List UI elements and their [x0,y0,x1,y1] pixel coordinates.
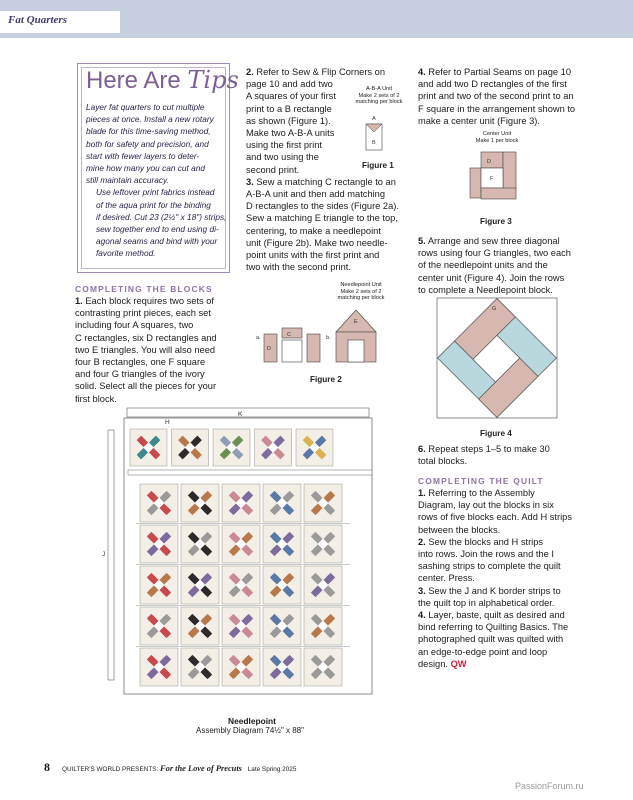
quilt-block [222,607,260,645]
tips-p2-line: agonal seams and bind with your [96,236,218,247]
figure-1-label: Figure 1 [362,161,394,170]
quilt-3-number: 3. [418,585,426,596]
step-2-number: 2. [246,67,254,77]
figure-3-make-label: Make 1 per block [475,137,519,144]
step-4-paragraph [418,66,586,127]
step-3-line: 3. Sew a matching C rectangle to an [246,176,396,187]
figure-2-unit-label: Needlepoint Unit [340,282,382,288]
figure-2b-label: b. [326,335,331,341]
step-3-line: unit (Figure 2b). Make two needle- [246,237,388,248]
tips-p2-line: sew together end to end using di- [96,224,219,235]
figure-2-diagram [256,306,376,370]
step-2-line: print to a B rectangle [246,103,332,114]
quilt-block [140,484,178,522]
figure-4-g-label: G [492,306,497,312]
step-1-number: 1. [75,296,83,306]
footer-magazine: QUILTER'S WORLD PRESENTS: [62,766,159,773]
quilt-1-line: between the blocks. [418,524,501,535]
label-h: H [165,419,170,426]
tips-p1-line: both for safety and precision, and [86,138,209,149]
figure-3-top-d [481,152,503,168]
completing-blocks-heading: COMPLETING THE BLOCKS [75,284,213,294]
figure-2-make-label: Make 2 sets of 2 [340,288,382,295]
step-2-line: A squares of your first [246,91,336,102]
figure-3-unit-label: Center Unit [482,131,512,137]
quilt-2-number: 2. [418,536,426,547]
quilt-2-line: center. Press. [418,573,475,584]
quilt-block [304,484,342,522]
step-1-line: four B rectangles, one F square [75,357,206,368]
step-1-line: C rectangles, six D rectangles and [75,332,217,343]
figure-1-unit-label: A-B-A Unit [365,86,393,92]
footer-title: For the Love of Precuts [160,764,242,773]
step-1-paragraph [75,295,235,405]
sashing-i [128,470,372,475]
quilt-block [130,429,167,466]
step-1-line: 1. Each block requires two sets of [75,296,215,306]
step-5-paragraph [418,235,586,296]
tips-title-cursive: Tips [187,66,239,94]
quilt-4-line: photographed quilt was quilted with [418,634,564,645]
step-1-line: first block. [75,393,117,404]
quilt-block [263,648,301,686]
tips-p1-line: blade for this time-saving method, [86,126,211,137]
quilt-block [304,566,342,604]
figure-1-a-label: A [372,116,376,122]
figure-2-match-label: matching per block [337,295,385,302]
tips-paragraph-1 [86,101,228,186]
quilt-4-line: an edge-to-edge point and loop [418,646,548,657]
step-4-line: 4. Refer to Partial Seams on page 10 [418,67,571,77]
quilt-step-1 [418,487,586,536]
tips-paragraph-2 [86,186,228,259]
figure-2a-c-label: C [287,332,291,338]
step-5-line: to complete a Needlepoint block. [418,284,553,295]
quilt-2-line: 2. Sew the blocks and H strips [418,536,544,547]
footer-credit [62,764,296,773]
step-2-line: using the first print [246,140,322,151]
figure-3-d-label: D [487,159,491,165]
quilt-block [263,566,301,604]
figure-3-caption [465,131,529,144]
step-6-text [418,443,586,467]
quilt-step-3 [418,585,586,609]
step-3-paragraph [246,176,411,274]
figure-4-diagram [437,298,557,418]
step-1-line: solid. Select all the pieces for your [75,381,217,392]
quilt-block [222,648,260,686]
quilt-block [263,607,301,645]
quilt-block [213,429,250,466]
watermark: PassionForum.ru [515,781,584,791]
section-title: Fat Quarters [8,14,67,26]
quilt-block [304,607,342,645]
tips-body [86,101,228,260]
quilt-1-line: rows of five blocks each. Add H strips [418,512,572,523]
figure-1-diagram [362,114,396,156]
step-4-line: and add two D rectangles of the first [418,79,567,90]
quilt-4-line: bind referring to Quilting Basics. The [418,622,569,633]
quilt-step-4 [418,609,586,658]
step-6-line: total blocks. [418,456,468,467]
completing-quilt-heading: COMPLETING THE QUILT [418,476,544,486]
quilt-3-line: 3. Sew the J and K border strips to [418,585,561,596]
figure-2-label: Figure 2 [310,375,342,384]
step-1-line: contrasting print pieces, each set [75,308,211,319]
label-k: K [238,411,243,418]
step-4-line: print and two of the second print to an [418,91,574,102]
quilt-block [181,566,219,604]
quilt-2-line: sashing strips to complete the quilt [418,561,561,572]
quilt-step-4-last: design. [418,658,451,669]
step-6-line: 6. Repeat steps 1–5 to make 30 [418,444,550,454]
figure-3-label: Figure 3 [480,217,512,226]
step-5-line: of the needlepoint units and the [418,260,548,271]
quilt-block [181,484,219,522]
label-j: J [102,551,106,558]
step-6-paragraph [418,443,586,467]
figure-2a-aba [282,340,302,362]
figure-1-match-label: matching per block [355,99,403,106]
step-1-text [75,295,235,405]
step-2-line: and two using the [246,152,319,163]
border-strip-j [108,430,114,680]
step-3-number: 3. [246,176,254,187]
quilt-step-2 [418,536,586,585]
section-header-bar [0,0,633,38]
quilt-block [140,525,178,563]
figure-2b-aba [348,340,364,362]
step-4-line: F square in the arrangement shown to [418,103,576,114]
quilt-block [222,566,260,604]
assembly-subtitle: Assembly Diagram 74½" x 88" [196,726,304,735]
quilt-step-4-last-line [418,658,586,670]
step-2-line: second print. [246,164,300,175]
tips-title [86,66,239,95]
quilt-block [304,648,342,686]
quilt-block [172,429,209,466]
figure-2a-d-label: D [267,346,271,352]
quilt-block [255,429,292,466]
figure-4-label: Figure 4 [480,429,512,438]
step-6-number: 6. [418,444,426,454]
step-4-number: 4. [418,67,426,77]
quilt-block [222,484,260,522]
step-5-line: rows using four G triangles, two each [418,248,571,259]
step-3-line: centering, to make a needlepoint [246,225,381,236]
figure-1-b-label: B [372,140,376,146]
quilt-1-line: 1. Referring to the Assembly [418,488,535,498]
border-strip-k [127,408,369,417]
step-3-line: A-B-A unit and then add matching [246,189,386,200]
tips-p2-line: if desired. Cut 23 (2½" x 18") strips, [96,211,227,222]
quilt-block [222,525,260,563]
step-2-line: page 10 and add two [246,79,333,90]
qw-end-mark: QW [450,658,467,669]
figure-2a-right-d [307,334,320,362]
figure-1-caption [346,86,412,106]
figure-1-make-label: Make 2 sets of 2 [358,92,400,99]
assembly-diagram [100,402,400,712]
tips-p1-line: still maintain accuracy. [86,175,169,186]
quilt-block [296,429,333,466]
step-2-line: Make two A-B-A units [246,128,335,139]
quilt-1-line: Diagram, lay out the blocks in six [418,500,554,511]
step-5-line: 5. Arrange and sew three diagonal [418,236,560,246]
figure-3-f-label: F [490,176,494,182]
figure-2a-label: a. [256,335,261,341]
step-3-line: D rectangles to the sides (Figure 2a). [246,201,399,212]
tips-p1-line: start with fewer layers to deter- [86,150,200,161]
quilt-1-number: 1. [418,488,426,498]
quilt-block [140,607,178,645]
step-2-line: as shown (Figure 1). [246,115,331,126]
figure-2-caption [330,282,392,302]
step-3-line: two with the second print. [246,262,351,273]
page-number: 8 [44,760,50,774]
quilt-block [263,484,301,522]
tips-p1-line: mine how many you can cut and [86,163,205,174]
tips-p1-line: Layer fat quarters to cut multiple [86,102,205,112]
quilt-block [181,525,219,563]
step-1-line: two E triangles. You will also need [75,344,216,355]
quilt-3-line: the quilt top in alphabetical order. [418,597,555,608]
figure-3-left-d [470,168,481,198]
quilt-block [304,525,342,563]
tips-p1-line: pieces at once. Install a new rotary [86,114,214,125]
tips-p2-line: favorite method. [96,248,156,259]
step-2-line: 2. Refer to Sew & Flip Corners on [246,67,386,77]
step-4-line: make a center unit (Figure 3). [418,115,540,126]
quilt-block [140,648,178,686]
quilt-4-line: 4. Layer, baste, quilt as desired and [418,610,565,621]
assembly-title: Needlepoint [228,716,276,726]
figure-3-bottom-d [481,188,516,199]
figure-2b-e-label: E [354,319,358,325]
step-3-line: point units with the first print and [246,250,380,261]
quilt-block [181,607,219,645]
quilt-4-number: 4. [418,610,426,621]
tips-p2-line: of the aqua print for the binding [96,199,211,210]
tips-title-text: Here Are [86,67,188,94]
quilt-steps-text [418,487,586,670]
footer-issue: Late Spring 2025 [247,766,297,773]
figure-2a-c [282,328,302,338]
quilt-block [181,648,219,686]
step-5-line: center unit (Figure 4). Join the rows [418,272,565,283]
step-4-text [418,66,586,127]
step-1-line: including four A squares, two [75,320,194,331]
figure-3-right-d [503,152,516,190]
quilt-block [140,566,178,604]
step-5-text [418,235,586,296]
step-3-line: Sew a matching E triangle to the top, [246,213,398,224]
figure-3-diagram [470,150,520,206]
tips-p2-line: Use leftover print fabrics instead [96,187,215,198]
step-5-number: 5. [418,236,426,246]
quilt-2-line: into rows. Join the rows and the I [418,549,554,560]
step-1-line: and four G triangles of the ivory [75,369,205,380]
quilt-block [263,525,301,563]
